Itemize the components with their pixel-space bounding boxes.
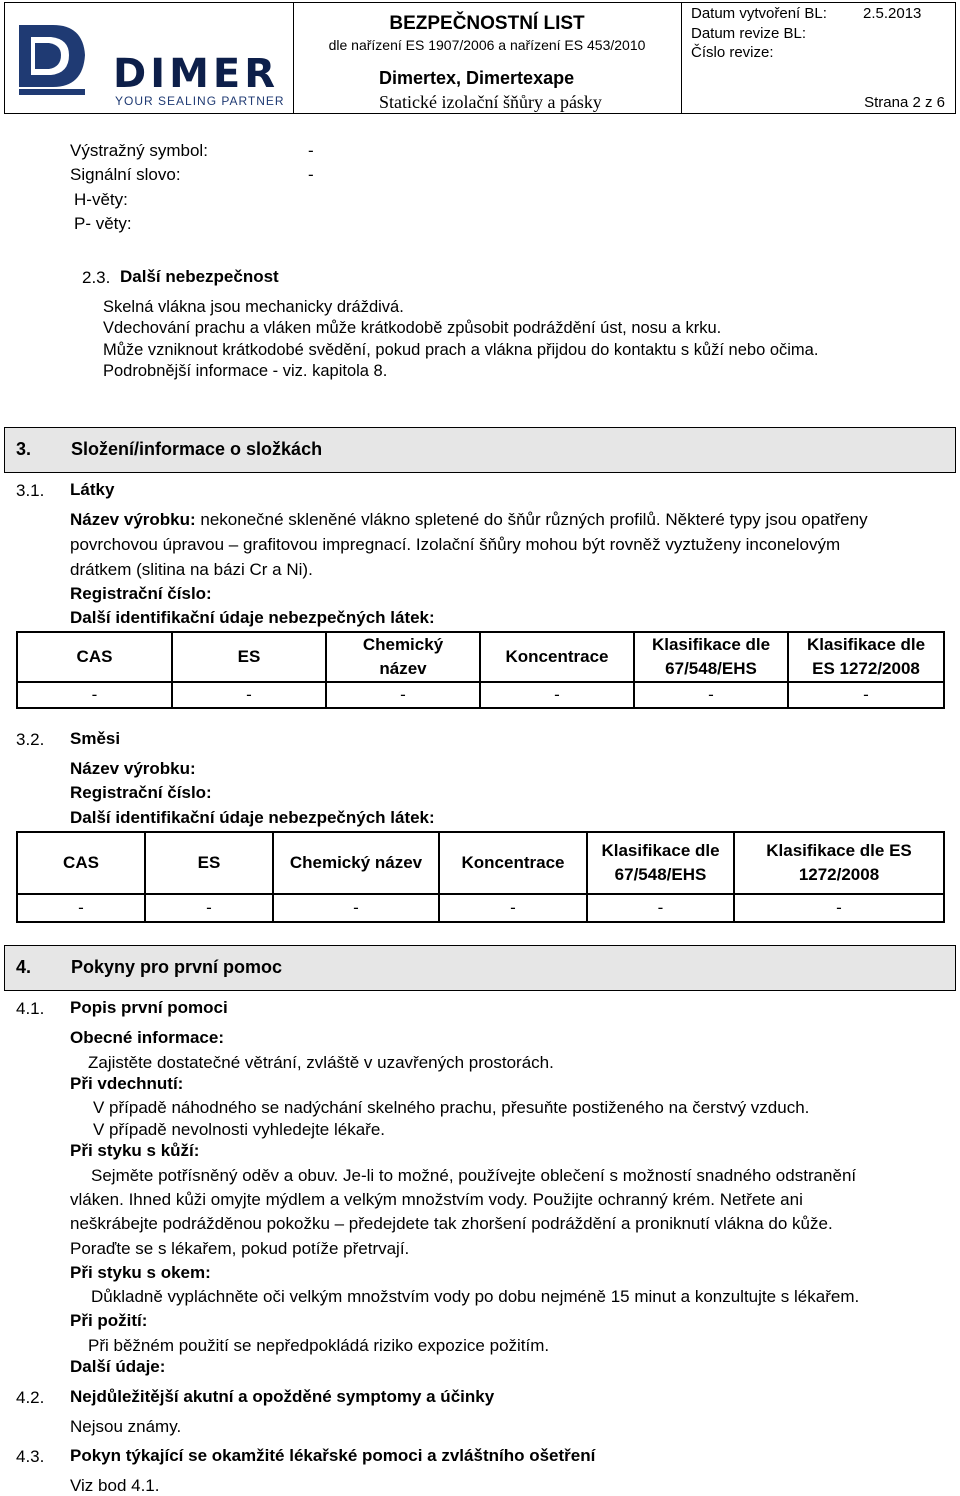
- section-4-2-number: 4.2.: [16, 1388, 45, 1407]
- col-concentration: Koncentrace: [439, 832, 587, 894]
- substances-table: [16, 631, 945, 709]
- col-class-1272: Klasifikace dle ES 1272/2008: [734, 832, 944, 894]
- eye-contact-text: Důkladně vypláchněte oči velkým množstvím vody po dobu nejméně 15 minut a konzultujte s lékařem.: [91, 1287, 860, 1306]
- table-cell: -: [172, 682, 326, 708]
- doc-title: BEZPEČNOSTNÍ LIST: [389, 13, 585, 34]
- ingestion-text: Při běžném použití se nepředpokládá riziko expozice požitím.: [88, 1336, 550, 1355]
- table-cell: -: [734, 894, 944, 922]
- ingestion-label: Při požití:: [70, 1311, 148, 1330]
- section-4-2-title: Nejdůležitější akutní a opožděné symptomy a účinky: [70, 1387, 495, 1406]
- revision-date-label: Datum revize BL:: [691, 25, 807, 42]
- mixtures-table: [16, 831, 945, 923]
- section-3-1-number: 3.1.: [16, 481, 45, 500]
- general-info-text: Zajistěte dostatečné větrání, zvláště v uzavřených prostorách.: [88, 1053, 554, 1072]
- hazard-line-3: Může vzniknout krátkodobé svědění, pokud prach a vlákna přijdou do kontaktu s kůží nebo očima.: [103, 341, 819, 359]
- table-cell: -: [634, 682, 788, 708]
- skin-contact-text-2: vláken. Ihned kůži omyjte mýdlem a velkým množstvím vody. Použijte ochranný krém. Netřete ani: [70, 1190, 803, 1209]
- section-4-2-text: Nejsou známy.: [70, 1417, 182, 1436]
- skin-contact-label: Při styku s kůží:: [70, 1141, 200, 1160]
- inhalation-text-2: V případě nevolnosti vyhledejte lékaře.: [93, 1120, 386, 1139]
- table-cell: -: [17, 682, 172, 708]
- product-name: Dimertex, Dimertexape: [379, 68, 575, 88]
- table-cell: -: [439, 894, 587, 922]
- table-cell: -: [587, 894, 734, 922]
- inhalation-label: Při vdechnutí:: [70, 1074, 184, 1093]
- section-3-2-title: Směsi: [70, 729, 121, 748]
- col-class-1272: Klasifikace dle ES 1272/2008: [788, 632, 944, 682]
- col-cas: CAS: [17, 832, 145, 894]
- hazard-line-1: Skelná vlákna jsou mechanicky dráždivá.: [103, 298, 404, 316]
- product-text-2: povrchovou úpravou – grafitovou impregnací. Izolační šňůry mohou být rovněž vyztuženy inconelovým: [70, 535, 841, 554]
- section-4-1-title: Popis první pomoci: [70, 998, 228, 1017]
- section-4-3-text: Viz bod 4.1.: [70, 1476, 160, 1495]
- section-3-2-number: 3.2.: [16, 730, 45, 749]
- hazard-line-2: Vdechování prachu a vláken může krátkodobě způsobit podráždění úst, nosu a krku.: [103, 319, 722, 337]
- mixture-product-label: Název výrobku:: [70, 759, 196, 778]
- product-text-1: nekonečné skleněné vlákno spletené do šňůr různých profilů. Některé typy jsou opatřeny: [195, 510, 868, 529]
- table-cell: -: [480, 682, 634, 708]
- regulation-text: dle nařízení ES 1907/2006 a nařízení ES 453/2010: [328, 37, 646, 53]
- section-3-1-title: Látky: [70, 480, 115, 499]
- col-es: ES: [145, 832, 273, 894]
- mixture-registration-label: Registrační číslo:: [70, 783, 212, 802]
- revision-number-label: Číslo revize:: [691, 44, 774, 61]
- warning-symbol-label: Výstražný symbol:: [70, 141, 208, 160]
- skin-contact-text-3: neškrábejte podrážděnou pokožku – předejdete tak zhoršení podráždění a proniknutí vlákna do kůže.: [70, 1214, 833, 1233]
- table-cell: -: [17, 894, 145, 922]
- created-label: Datum vytvoření BL:: [691, 5, 827, 22]
- section-4-title: Pokyny pro první pomoc: [71, 957, 283, 977]
- section-4-3-title: Pokyn týkající se okamžité lékařské pomoci a zvláštního ošetření: [70, 1446, 596, 1465]
- meta-cell: [681, 3, 955, 113]
- product-name-label: Název výrobku:: [70, 510, 196, 529]
- table-row: [17, 894, 944, 922]
- page-number: Strana 2 z 6: [864, 94, 945, 111]
- registration-number-label: Registrační číslo:: [70, 584, 212, 603]
- table-cell: -: [326, 682, 480, 708]
- skin-contact-text-4: Poraďte se s lékařem, pokud potíže přetrvají.: [70, 1239, 410, 1258]
- section-4-3-number: 4.3.: [16, 1447, 45, 1466]
- col-class-67-548: Klasifikace dle 67/548/EHS: [634, 632, 788, 682]
- table-cell: -: [145, 894, 273, 922]
- col-chemical-name: Chemický název: [326, 632, 480, 682]
- created-value: 2.5.2013: [863, 5, 922, 22]
- col-es: ES: [172, 632, 326, 682]
- table-cell: -: [273, 894, 439, 922]
- section-3-title: Složení/informace o složkách: [71, 439, 323, 459]
- logo-cell: [5, 3, 294, 113]
- title-cell: [293, 3, 682, 113]
- table-header-row: [17, 632, 944, 682]
- eye-contact-label: Při styku s okem:: [70, 1263, 211, 1282]
- section-4-header: [4, 945, 956, 991]
- section-4-1-number: 4.1.: [16, 999, 45, 1018]
- section-2-3-number: 2.3.: [82, 268, 111, 287]
- inhalation-text-1: V případě náhodného se nadýchání skelného prachu, přesuňte postiženého na čerstvý vzduch.: [93, 1098, 810, 1117]
- col-chemical-name: Chemický název: [273, 832, 439, 894]
- signal-word-label: Signální slovo:: [70, 165, 181, 184]
- section-2-3-title: Další nebezpečnost: [120, 267, 279, 286]
- section-3-header: [4, 427, 956, 473]
- document-header: [4, 2, 956, 114]
- skin-contact-text-1: Sejměte potřísněný oděv a obuv. Je-li to možné, používejte oblečení s možností snadného odstranění: [91, 1166, 857, 1185]
- section-3-number: 3.: [16, 439, 32, 459]
- product-description-text: [70, 510, 868, 530]
- col-concentration: Koncentrace: [480, 632, 634, 682]
- section-4-number: 4.: [16, 957, 32, 977]
- table-cell: -: [788, 682, 944, 708]
- p-phrases-label: P- věty:: [74, 214, 132, 233]
- general-info-label: Obecné informace:: [70, 1028, 224, 1047]
- product-text-3: drátkem (slitina na bázi Cr a Ni).: [70, 560, 313, 579]
- warning-symbol-value: -: [308, 141, 314, 160]
- h-phrases-label: H-věty:: [74, 190, 128, 209]
- other-data-label: Další údaje:: [70, 1357, 166, 1376]
- table-row: [17, 682, 944, 708]
- other-identification-label: Další identifikační údaje nebezpečných látek:: [70, 608, 435, 627]
- product-description: Statické izolační šňůry a pásky: [379, 92, 602, 112]
- mixture-other-identification-label: Další identifikační údaje nebezpečných látek:: [70, 808, 435, 827]
- signal-word-value: -: [308, 165, 314, 184]
- logo-tagline: YOUR SEALING PARTNER: [115, 94, 285, 108]
- logo-brand-text: DIMER: [113, 51, 280, 97]
- table-header-row: [17, 832, 944, 894]
- hazard-line-4: Podrobnější informace - viz. kapitola 8.: [103, 362, 388, 380]
- col-class-67-548: Klasifikace dle 67/548/EHS: [587, 832, 734, 894]
- col-cas: CAS: [17, 632, 172, 682]
